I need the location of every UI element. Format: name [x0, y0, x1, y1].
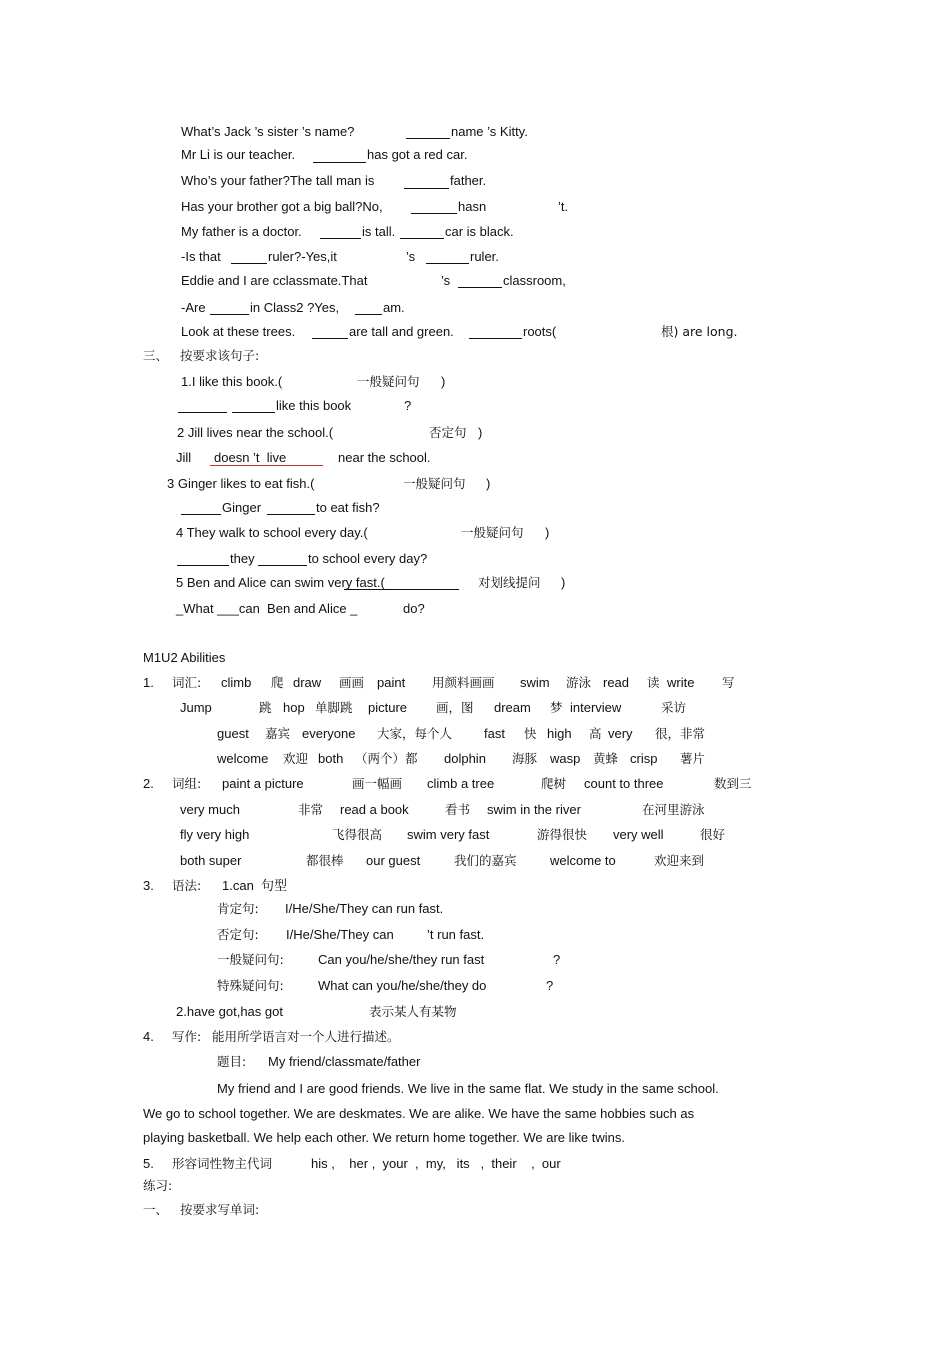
essay-line: My friend and I are good friends. We live in the same flat. We study in the same school.	[217, 1081, 719, 1096]
answer-5-end: do?	[403, 601, 425, 616]
line-text: is tall.	[362, 224, 396, 239]
question-5: 5 Ben and Alice can swim very fast.(	[176, 575, 385, 590]
answer-1: like this book	[276, 398, 352, 413]
vocab-meaning: 读	[647, 675, 660, 690]
vocab-word: high	[547, 726, 572, 741]
answer-blank	[406, 138, 450, 139]
line-text: Eddie and I are cclassmate.That	[181, 273, 368, 288]
phrase-meaning: 游得很快	[537, 827, 588, 842]
question-hint: 对划线提问	[478, 575, 541, 590]
answer-5: _What ___can Ben and Alice _	[176, 601, 358, 616]
phrase-text: count to three	[584, 776, 664, 791]
vocab-meaning: 梦	[550, 700, 563, 715]
vocab-meaning: 采访	[661, 700, 687, 715]
phrase-meaning: 看书	[445, 802, 471, 817]
vocab-word: fast	[484, 726, 505, 741]
answer-blank	[232, 412, 275, 413]
vocab-meaning: 海豚	[512, 751, 538, 766]
vocab-word: dolphin	[444, 751, 486, 766]
answer-blank	[267, 514, 315, 515]
grammar-example: What can you/he/she/they do	[318, 978, 487, 993]
phrase-meaning: 飞得很高	[332, 827, 383, 842]
phrase-meaning: 在河里游泳	[642, 802, 705, 817]
section-number: 三、	[143, 348, 169, 363]
vocab-word: crisp	[630, 751, 658, 766]
grammar-type-label: 特殊疑问句:	[217, 978, 284, 993]
vocab-meaning: 游泳	[566, 675, 592, 690]
writing-label: 写作:	[172, 1029, 202, 1044]
answer-qmark: ?	[404, 398, 412, 413]
answer-2-start: Jill	[176, 450, 192, 465]
pronoun-list: his , her , your , my, its , their , our	[311, 1156, 561, 1171]
question-paren: )	[486, 476, 491, 491]
answer-blank	[404, 188, 449, 189]
phrase-text: very well	[613, 827, 664, 842]
exercise-heading: 按要求写单词:	[180, 1202, 260, 1217]
answer-blank	[426, 263, 469, 264]
unit-title: M1U2 Abilities	[143, 650, 226, 665]
answer-blank	[458, 287, 502, 288]
answer-blank	[313, 162, 366, 163]
grammar-qmark: ?	[553, 952, 561, 967]
item-number: 3.	[143, 878, 154, 893]
question-hint: 否定句	[429, 425, 467, 440]
phrase-text: swim in the river	[487, 802, 581, 817]
question-paren: )	[441, 374, 446, 389]
item-number: 4.	[143, 1029, 154, 1044]
line-text: What’s Jack ’s sister ’s name?	[181, 124, 355, 139]
answer-blank	[177, 565, 229, 566]
answer-blank	[400, 238, 444, 239]
answer-4b: to school every day?	[308, 551, 428, 566]
question-3: 3 Ginger likes to eat fish.(	[167, 476, 315, 491]
line-text: Has your brother got a big ball?No,	[181, 199, 383, 214]
line-text: My father is a doctor.	[181, 224, 302, 239]
item-number: 2.	[143, 776, 154, 791]
vocab-word: everyone	[302, 726, 356, 741]
grammar-title: 1.can 句型	[222, 878, 288, 893]
answer-2-end: near the school.	[338, 450, 431, 465]
vocab-word: guest	[217, 726, 249, 741]
vocab-meaning: 写	[722, 675, 735, 690]
line-text: roots(	[523, 324, 557, 339]
vocab-meaning: 画，图	[436, 700, 474, 715]
section-heading: 按要求该句子:	[180, 348, 260, 363]
phrase-text: welcome to	[550, 853, 616, 868]
practice-heading: 练习:	[143, 1178, 173, 1193]
vocab-meaning: 单脚跳	[315, 700, 353, 715]
grammar-point-2-meaning: 表示某人有某物	[369, 1004, 457, 1019]
vocab-word: interview	[570, 700, 622, 715]
pronoun-label: 形容词性物主代词	[172, 1156, 273, 1171]
vocab-meaning: 爬	[271, 675, 284, 690]
vocab-word: read	[603, 675, 630, 690]
vocab-word: hop	[283, 700, 305, 715]
line-text: car is black.	[445, 224, 514, 239]
line-text: are tall and green.	[349, 324, 454, 339]
grammar-type-label: 一般疑问句:	[217, 952, 284, 967]
answer-blank	[312, 338, 348, 339]
vocab-word: very	[608, 726, 633, 741]
phrase-meaning: 欢迎来到	[654, 853, 705, 868]
phrase-text: climb a tree	[427, 776, 495, 791]
answer-blank	[411, 213, 457, 214]
grammar-type-label: 肯定句:	[217, 901, 259, 916]
line-text: father.	[450, 173, 487, 188]
phrase-label: 词组:	[172, 776, 202, 791]
vocab-word: wasp	[550, 751, 581, 766]
topic-label: 题目:	[217, 1054, 247, 1069]
vocab-word: picture	[368, 700, 408, 715]
answer-3b: to eat fish?	[316, 500, 380, 515]
vocab-word: paint	[377, 675, 406, 690]
line-text: ’s	[441, 273, 451, 288]
question-hint: 一般疑问句	[461, 525, 524, 540]
vocab-word: welcome	[217, 751, 269, 766]
line-text: -Are	[181, 300, 206, 315]
line-text: am.	[383, 300, 405, 315]
question-paren: )	[561, 575, 566, 590]
phrase-text: swim very fast	[407, 827, 490, 842]
answer-blank	[258, 565, 307, 566]
phrase-meaning: 数到三	[714, 776, 752, 791]
line-text: Who’s your father?The tall man is	[181, 173, 375, 188]
question-1: 1.I like this book.(	[181, 374, 283, 389]
phrase-text: both super	[180, 853, 242, 868]
underline-mark	[344, 589, 459, 590]
phrase-text: fly very high	[180, 827, 250, 842]
grammar-point-2: 2.have got,has got	[176, 1004, 283, 1019]
answer-blank	[320, 238, 361, 239]
phrase-text: read a book	[340, 802, 409, 817]
line-text: 根) are long.	[661, 324, 738, 339]
vocab-word: climb	[221, 675, 252, 690]
phrase-text: very much	[180, 802, 240, 817]
phrase-text: our guest	[366, 853, 421, 868]
line-text: in Class2 ?Yes,	[250, 300, 340, 315]
vocab-label: 词汇:	[172, 675, 202, 690]
phrase-meaning: 爬树	[541, 776, 567, 791]
line-text: hasn	[458, 199, 487, 214]
grammar-example: I/He/She/They can	[286, 927, 394, 942]
writing-desc: 能用所学语言对一个人进行描述。	[212, 1029, 400, 1044]
vocab-word: write	[667, 675, 695, 690]
line-text: ruler?-Yes,it	[268, 249, 337, 264]
answer-blank	[469, 338, 522, 339]
answer-blank	[178, 412, 227, 413]
question-4: 4 They walk to school every day.(	[176, 525, 368, 540]
vocab-meaning: 画画	[339, 675, 365, 690]
exercise-number: 一、	[143, 1202, 169, 1217]
vocab-word: dream	[494, 700, 531, 715]
line-text: classroom,	[503, 273, 566, 288]
answer-3a: Ginger	[222, 500, 262, 515]
item-number: 1.	[143, 675, 154, 690]
vocab-meaning: 高	[589, 726, 602, 741]
vocab-meaning: （两个）都	[355, 751, 418, 766]
phrase-meaning: 非常	[298, 802, 324, 817]
phrase-meaning: 都很棒	[306, 853, 344, 868]
line-text: name ’s Kitty.	[451, 124, 528, 139]
grammar-type-label: 否定句:	[217, 927, 259, 942]
grammar-label: 语法:	[172, 878, 202, 893]
question-paren: )	[478, 425, 483, 440]
phrase-meaning: 很好	[700, 827, 726, 842]
vocab-meaning: 欢迎	[283, 751, 309, 766]
topic-text: My friend/classmate/father	[268, 1054, 421, 1069]
question-2: 2 Jill lives near the school.(	[177, 425, 334, 440]
question-hint: 一般疑问句	[403, 476, 466, 491]
question-paren: )	[545, 525, 550, 540]
answer-blank	[231, 263, 267, 264]
phrase-meaning: 我们的嘉宾	[454, 853, 517, 868]
vocab-meaning: 跳	[259, 700, 272, 715]
item-number: 5.	[143, 1156, 154, 1171]
vocab-word: both	[318, 751, 344, 766]
vocab-meaning: 很，非常	[655, 726, 706, 741]
vocab-word: Jump	[180, 700, 212, 715]
answer-2-filled: doesn ’t live	[214, 450, 287, 465]
line-text: ’s	[406, 249, 416, 264]
question-hint: 一般疑问句	[357, 374, 420, 389]
vocab-meaning: 快	[524, 726, 537, 741]
answer-4a: they	[230, 551, 255, 566]
line-text: has got a red car.	[367, 147, 468, 162]
essay-line: We go to school together. We are deskmates. We are alike. We have the same hobbies such as	[143, 1106, 695, 1121]
phrase-meaning: 画一幅画	[352, 776, 403, 791]
line-text: ’t.	[558, 199, 569, 214]
vocab-meaning: 嘉宾	[265, 726, 291, 741]
phrase-text: paint a picture	[222, 776, 304, 791]
vocab-word: swim	[520, 675, 550, 690]
vocab-meaning: 薯片	[680, 751, 706, 766]
line-text: ruler.	[470, 249, 499, 264]
grammar-example: Can you/he/she/they run fast	[318, 952, 485, 967]
vocab-meaning: 黄蜂	[593, 751, 619, 766]
vocab-meaning: 用颜料画画	[432, 675, 495, 690]
grammar-qmark: ?	[546, 978, 554, 993]
line-text: -Is that	[181, 249, 221, 264]
answer-blank	[355, 314, 382, 315]
line-text: Look at these trees.	[181, 324, 296, 339]
grammar-example: I/He/She/They can run fast.	[285, 901, 444, 916]
essay-line: playing basketball. We help each other. We return home together. We are like twins.	[143, 1130, 625, 1145]
vocab-word: draw	[293, 675, 322, 690]
answer-blank	[210, 314, 249, 315]
grammar-example: ’t run fast.	[427, 927, 485, 942]
line-text: Mr Li is our teacher.	[181, 147, 296, 162]
answer-blank	[181, 514, 221, 515]
red-underline	[210, 465, 323, 466]
vocab-meaning: 大家，每个人	[377, 726, 453, 741]
